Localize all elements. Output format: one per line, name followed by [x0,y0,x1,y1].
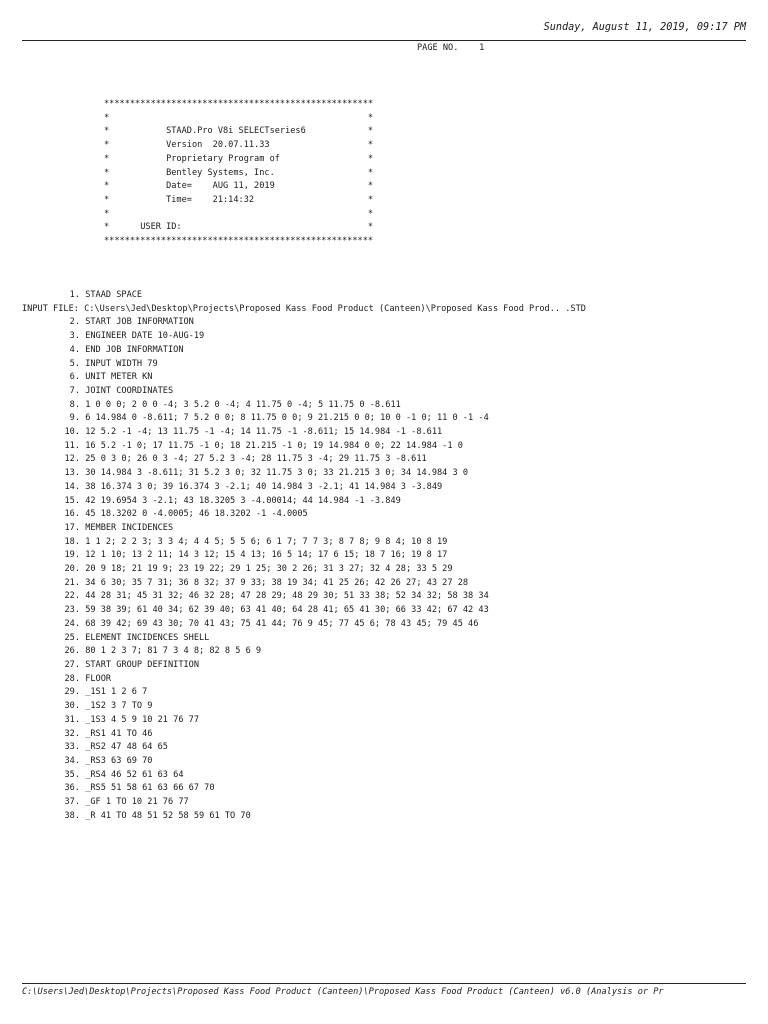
line-number: 38. [64,810,80,821]
line-number: 35. [64,769,80,780]
command-text: _RS4 46 52 61 63 64 [85,769,184,780]
command-text: 16 5.2 -1 0; 17 11.75 -1 0; 18 21.215 -1 0; 19 14.984 0 0; 22 14.984 -1 0 [85,440,463,451]
line-number: 16. [64,509,80,520]
command-text: END JOB INFORMATION [85,344,184,355]
command-line [22,467,768,481]
command-line [22,426,768,440]
line-number: 23. [64,605,80,616]
line-number: 15. [64,495,80,506]
line-number: 21. [64,577,80,588]
line-number: 9. [69,413,80,424]
command-line [22,549,768,563]
command-line [22,440,768,454]
command-line [22,782,768,796]
line-number: 28. [64,673,80,684]
line-number: 30. [64,701,80,712]
command-line [22,358,768,372]
command-line [22,577,768,591]
line-number: 5. [69,358,80,369]
command-text: 20 9 18; 21 19 9; 23 19 22; 29 1 25; 30 2 26; 31 3 27; 32 4 28; 33 5 29 [85,564,453,575]
footer-divider [22,983,746,984]
line-number: 37. [64,797,80,808]
program-banner [104,98,373,249]
command-line [22,659,768,673]
banner-line: **************************************************** [104,99,374,109]
banner-line: * Proprietary Program of * [104,153,374,164]
command-text: _GF 1 TO 10 21 76 77 [85,797,189,808]
command-line [22,371,768,385]
banner-line: * Date= AUG 11, 2019 * [104,181,374,192]
command-text: 1 1 2; 2 2 3; 3 3 4; 4 4 5; 5 5 6; 6 1 7; 7 7 3; 8 7 8; 9 8 4; 10 8 19 [85,536,448,547]
command-text: 59 38 39; 61 40 34; 62 39 40; 63 41 40; 64 28 41; 65 41 30; 66 33 42; 67 42 43 [85,605,489,616]
command-text: _RS2 47 48 64 65 [85,742,168,753]
banner-line: * STAAD.Pro V8i SELECTseries6 * [104,126,374,137]
command-text: 68 39 42; 69 43 30; 70 41 43; 75 41 44; 76 9 45; 77 45 6; 78 43 45; 79 45 46 [85,618,479,629]
line-number: 11. [64,440,80,451]
command-line [22,522,768,536]
command-line [22,714,768,728]
command-line [22,728,768,742]
command-line [22,316,768,330]
line-number: 22. [64,591,80,602]
command-text: _1S3 4 5 9 10 21 76 77 [85,714,200,725]
command-text: 30 14.984 3 -8.611; 31 5.2 3 0; 32 11.75 3 0; 33 21.215 3 0; 34 14.984 3 0 [85,468,469,479]
line-number: 33. [64,742,80,753]
command-line [22,810,768,824]
input-command-listing [22,289,768,823]
header-datetime: Sunday, August 11, 2019, 09:17 PM [543,22,746,33]
command-text: INPUT WIDTH 79 [85,358,158,369]
command-text: MEMBER INCIDENCES [85,522,174,533]
command-line [22,645,768,659]
line-number: 20. [64,564,80,575]
command-line [22,453,768,467]
command-text: 34 6 30; 35 7 31; 36 8 32; 37 9 33; 38 19 34; 41 25 26; 42 26 27; 43 27 28 [85,577,469,588]
line-number: 17. [64,522,80,533]
header-divider [22,40,746,41]
line-number: 26. [64,646,80,657]
command-line [22,686,768,700]
banner-line: * Time= 21:14:32 * [104,194,374,205]
command-line [22,289,768,303]
command-line [22,330,768,344]
command-text: _1S2 3 7 TO 9 [85,701,153,712]
command-text: 12 1 10; 13 2 11; 14 3 12; 15 4 13; 16 5 14; 17 6 15; 18 7 16; 19 8 17 [85,550,448,561]
command-text: 44 28 31; 45 31 32; 46 32 28; 47 28 29; 48 29 30; 51 33 38; 52 34 32; 58 38 34 [85,591,489,602]
command-text: _RS5 51 58 61 63 66 67 70 [85,783,215,794]
command-line [22,563,768,577]
line-number: 1. [69,290,80,300]
line-number: 4. [69,344,80,355]
command-text: START GROUP DEFINITION [85,659,200,670]
command-line [22,495,768,509]
banner-line: **************************************************** [104,236,374,247]
line-number: 12. [64,454,80,465]
line-number: 34. [64,755,80,766]
line-number: 13. [64,468,80,479]
command-text: 6 14.984 0 -8.611; 7 5.2 0 0; 8 11.75 0 0; 9 21.215 0 0; 10 0 -1 0; 11 0 -1 -4 [85,413,489,424]
command-line [22,412,768,426]
command-line [22,755,768,769]
command-text: JOINT COORDINATES [85,385,174,396]
command-text: _RS1 41 TO 46 [85,728,153,739]
line-number: 29. [64,687,80,698]
command-line [22,741,768,755]
line-number: 10. [64,427,80,438]
line-number: 6. [69,372,80,383]
command-text: 42 19.6954 3 -2.1; 43 18.3205 3 -4.00014; 44 14.984 -1 -3.849 [85,495,401,506]
line-number: 25. [64,632,80,643]
command-line [22,796,768,810]
input-file-line: INPUT FILE: C:\Users\Jed\Desktop\Projects\Proposed Kass Food Product (Canteen)\Proposed Kass Food Prod.. .STD [22,303,586,314]
line-number: 18. [64,536,80,547]
command-text: ENGINEER DATE 10-AUG-19 [85,331,205,342]
command-text: 25 0 3 0; 26 0 3 -4; 27 5.2 3 -4; 28 11.75 3 -4; 29 11.75 3 -8.611 [85,454,427,465]
line-number: 3. [69,331,80,342]
command-line [22,344,768,358]
command-text: FLOOR [85,673,112,684]
command-text: START JOB INFORMATION [85,317,194,328]
banner-line: * USER ID: * [104,222,374,233]
command-text: 38 16.374 3 0; 39 16.374 3 -2.1; 40 14.984 3 -2.1; 41 14.984 3 -3.849 [85,481,443,492]
line-number: 8. [69,399,80,410]
banner-line: * Bentley Systems, Inc. * [104,167,374,178]
line-number: 32. [64,728,80,739]
page-number: PAGE NO. 1 [417,43,485,53]
command-line [22,700,768,714]
line-number: 27. [64,659,80,670]
footer-file-path: C:\Users\Jed\Desktop\Projects\Proposed Kass Food Product (Canteen)\Proposed Kass Food Product (Canteen) v6.0 (Analysis or Pr [22,987,664,997]
command-text: _R 41 TO 48 51 52 58 59 61 TO 70 [85,810,251,821]
command-line [22,618,768,632]
command-line [22,536,768,550]
banner-line: * * [104,112,374,123]
line-number: 7. [69,385,80,396]
banner-line: * Version 20.07.11.33 * [104,140,374,151]
command-text: 1 0 0 0; 2 0 0 -4; 3 5.2 0 -4; 4 11.75 0 -4; 5 11.75 0 -8.611 [85,399,401,410]
command-line [22,632,768,646]
command-text: 12 5.2 -1 -4; 13 11.75 -1 -4; 14 11.75 -1 -8.611; 15 14.984 -1 -8.611 [85,427,443,438]
command-line [22,481,768,495]
command-text: 45 18.3202 0 -4.0005; 46 18.3202 -1 -4.0005 [85,509,308,520]
line-number: 31. [64,714,80,725]
command-line [22,604,768,618]
command-line [22,508,768,522]
command-text: _1S1 1 2 6 7 [85,687,148,698]
command-text: ELEMENT INCIDENCES SHELL [85,632,210,643]
command-line [22,399,768,413]
command-text: 80 1 2 3 7; 81 7 3 4 8; 82 8 5 6 9 [85,646,262,657]
line-number: 14. [64,481,80,492]
line-number: 19. [64,550,80,561]
banner-line: * * [104,208,374,219]
command-line [22,673,768,687]
command-text: STAAD SPACE [85,290,143,300]
command-text: UNIT METER KN [85,372,153,383]
line-number: 24. [64,618,80,629]
command-line [22,385,768,399]
command-line [22,590,768,604]
line-number: 2. [69,317,80,328]
command-text: _RS3 63 69 70 [85,755,153,766]
line-number: 36. [64,783,80,794]
command-line [22,769,768,783]
